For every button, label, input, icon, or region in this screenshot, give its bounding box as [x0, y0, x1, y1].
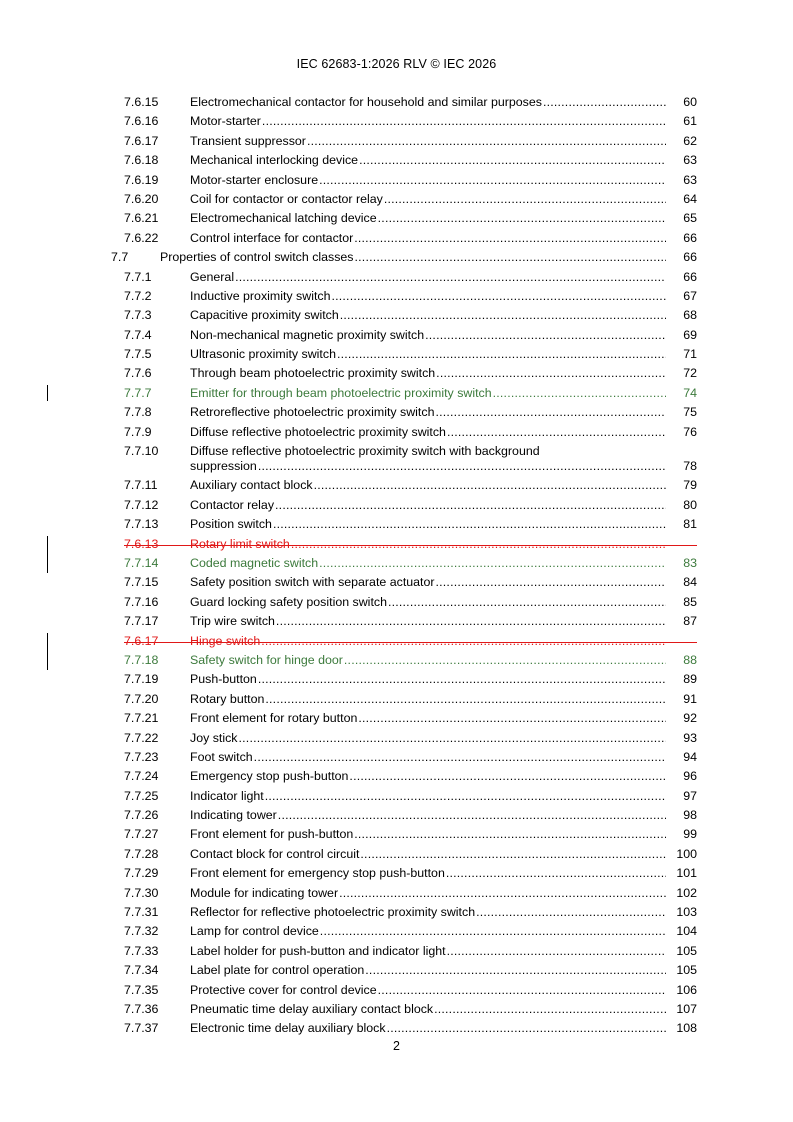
toc-entry-title-line — [190, 364, 667, 383]
toc-entry-title: suppression — [190, 459, 257, 474]
toc-entry[interactable] — [0, 209, 793, 228]
dot-leader — [354, 229, 666, 248]
toc-entry[interactable] — [0, 364, 793, 383]
toc-entry-page: 85 — [683, 594, 697, 609]
toc-entry[interactable] — [0, 787, 793, 806]
dot-leader — [349, 767, 666, 786]
toc-entry[interactable] — [0, 922, 793, 941]
toc-entry-title-line — [190, 457, 667, 476]
toc-entry-title-line — [190, 748, 667, 767]
toc-entry-page: 66 — [683, 230, 697, 245]
toc-entry-title: Rotary button — [190, 691, 265, 706]
toc-entry-title-line — [190, 287, 667, 306]
toc-entry-number: 7.7.4 — [124, 327, 152, 342]
table-of-contents — [0, 93, 793, 1039]
toc-entry[interactable] — [0, 806, 793, 825]
toc-entry-page: 91 — [683, 691, 697, 706]
toc-entry-title-line — [190, 593, 667, 612]
toc-entry-title: Foot switch — [190, 749, 253, 764]
toc-entry-page: 103 — [676, 905, 697, 920]
toc-entry[interactable] — [0, 345, 793, 364]
toc-entry-number: 7.6.21 — [124, 211, 159, 226]
toc-entry-title: Position switch — [190, 517, 272, 532]
toc-entry-page: 61 — [683, 114, 697, 129]
toc-entry-title-line — [190, 864, 667, 883]
dot-leader — [254, 748, 666, 767]
toc-entry-title-line — [190, 729, 667, 748]
toc-entry-title: Reflector for reflective photoelectric proximity switch — [190, 905, 476, 920]
toc-entry[interactable] — [0, 248, 793, 267]
toc-entry-number: 7.6.13 — [124, 536, 159, 551]
toc-entry-number: 7.7.30 — [124, 885, 159, 900]
dot-leader — [339, 884, 666, 903]
toc-entry-title-line — [190, 845, 667, 864]
toc-entry-title: Safety switch for hinge door — [190, 652, 343, 667]
dot-leader — [354, 825, 666, 844]
toc-entry-number: 7.7.21 — [124, 711, 159, 726]
dot-leader — [340, 306, 666, 325]
toc-entry-number: 7.7.32 — [124, 924, 159, 939]
toc-entry-number: 7.7.13 — [124, 517, 159, 532]
toc-entry-number: 7.7.1 — [124, 269, 152, 284]
dot-leader — [319, 554, 666, 573]
toc-entry-page: 63 — [683, 172, 697, 187]
toc-entry-title-line — [160, 248, 667, 267]
toc-entry-title: Electromechanical contactor for household and similar purposes — [190, 95, 542, 109]
toc-entry-title: Contact block for control circuit — [190, 846, 360, 861]
dot-leader — [239, 729, 666, 748]
toc-entry[interactable] — [0, 326, 793, 345]
toc-entry[interactable] — [0, 171, 793, 190]
toc-entry-title-line — [190, 403, 667, 422]
toc-entry-page: 88 — [683, 652, 697, 667]
toc-entry-page: 97 — [683, 788, 697, 803]
toc-entry-number: 7.7.8 — [124, 405, 152, 420]
toc-entry-page: 89 — [683, 672, 697, 687]
toc-entry[interactable] — [0, 476, 793, 495]
dot-leader — [543, 93, 666, 112]
toc-entry[interactable] — [0, 748, 793, 767]
toc-entry-number: 7.7.9 — [124, 424, 152, 439]
page-header: IEC 62683-1:2026 RLV © IEC 2026 — [296, 57, 497, 71]
toc-entry-inserted[interactable] — [0, 384, 793, 403]
toc-entry-title: Coded magnetic switch — [190, 555, 319, 570]
toc-entry-number: 7.7.24 — [124, 769, 159, 784]
toc-entry-title: Indicator light — [190, 788, 264, 803]
toc-entry-title: Front element for emergency stop push-button — [190, 866, 445, 881]
toc-entry[interactable] — [0, 112, 793, 131]
toc-entry-title-line — [190, 690, 667, 709]
toc-entry-title: Module for indicating tower — [190, 885, 339, 900]
toc-entry-title-line — [190, 632, 667, 651]
toc-entry-title: Retroreflective photoelectric proximity switch — [190, 405, 435, 420]
toc-entry[interactable] — [0, 690, 793, 709]
toc-entry-title: Electromechanical latching device — [190, 211, 377, 226]
toc-entry-title: Control interface for contactor — [190, 230, 354, 245]
toc-entry-title-line — [190, 229, 667, 248]
dot-leader — [446, 864, 666, 883]
toc-entry-number: 7.7.19 — [124, 672, 159, 687]
toc-entry-inserted[interactable] — [0, 651, 793, 670]
toc-entry[interactable] — [0, 190, 793, 209]
toc-entry-title-line — [190, 345, 667, 364]
toc-entry[interactable] — [0, 825, 793, 844]
toc-entry-number: 7.7.20 — [124, 691, 159, 706]
toc-entry-number: 7.6.18 — [124, 153, 159, 168]
toc-entry-title: Label holder for push-button and indicator light — [190, 943, 446, 958]
toc-entry-page: 65 — [683, 211, 697, 226]
toc-entry-title: General — [190, 269, 235, 284]
toc-entry-page: 71 — [683, 347, 697, 362]
toc-entry-title-line — [190, 922, 667, 941]
dot-leader — [436, 364, 666, 383]
toc-entry[interactable] — [0, 942, 793, 961]
toc-entry-title-line — [190, 1000, 667, 1019]
toc-entry-number: 7.6.16 — [124, 114, 159, 129]
toc-entry-page: 84 — [683, 575, 697, 590]
toc-entry[interactable] — [0, 767, 793, 786]
dot-leader — [358, 709, 666, 728]
toc-entry-title: Safety position switch with separate actuator — [190, 575, 435, 590]
toc-entry-number: 7.7.14 — [124, 555, 159, 570]
toc-entry-title: Electronic time delay auxiliary block — [190, 1021, 386, 1036]
dot-leader — [278, 806, 666, 825]
toc-entry-title: Diffuse reflective photoelectric proximity switch — [190, 424, 446, 439]
toc-entry-title: Lamp for control device — [190, 924, 319, 939]
toc-entry-number: 7.7.10 — [124, 444, 159, 459]
dot-leader — [261, 632, 666, 651]
toc-entry-number: 7.6.22 — [124, 230, 159, 245]
toc-entry-title-line — [190, 942, 667, 961]
toc-entry-number: 7.7.26 — [124, 808, 159, 823]
toc-entry-page: 79 — [683, 478, 697, 493]
toc-entry-page: 60 — [683, 95, 697, 109]
toc-entry-title-line — [190, 670, 667, 689]
toc-entry-title-line — [190, 961, 667, 980]
toc-entry-page: 74 — [683, 385, 697, 400]
dot-leader — [291, 535, 666, 554]
toc-entry-deleted[interactable] — [0, 535, 793, 554]
toc-entry-page: 104 — [676, 924, 697, 939]
page-number: 2 — [393, 1039, 400, 1053]
toc-entry-title: Guard locking safety position switch — [190, 594, 387, 609]
dot-leader — [476, 903, 666, 922]
toc-entry-page: 87 — [683, 614, 697, 629]
toc-entry[interactable] — [0, 884, 793, 903]
toc-entry[interactable] — [0, 1019, 793, 1038]
toc-entry-title-line — [190, 209, 667, 228]
dot-leader — [235, 268, 666, 287]
toc-entry[interactable] — [0, 403, 793, 422]
revision-change-bar — [47, 633, 48, 670]
dot-leader — [262, 112, 666, 131]
toc-entry-page: 72 — [683, 366, 697, 381]
toc-entry-page: 93 — [683, 730, 697, 745]
dot-leader — [447, 423, 666, 442]
toc-entry-title-line — [190, 423, 667, 442]
toc-entry-title: Rotary limit switch — [190, 536, 290, 551]
toc-entry[interactable] — [0, 961, 793, 980]
toc-entry[interactable] — [0, 729, 793, 748]
toc-entry-title-line — [190, 496, 667, 515]
toc-entry-title: Motor-starter enclosure — [190, 172, 319, 187]
toc-entry-title: Non-mechanical magnetic proximity switch — [190, 327, 425, 342]
toc-entry[interactable] — [0, 496, 793, 515]
toc-entry-title-line — [190, 651, 667, 670]
toc-entry-title: Front element for rotary button — [190, 711, 358, 726]
toc-entry-page: 99 — [683, 827, 697, 842]
toc-entry-number: 7.7.5 — [124, 347, 152, 362]
toc-entry-page: 81 — [683, 517, 697, 532]
toc-entry[interactable] — [0, 903, 793, 922]
toc-entry-title-line — [190, 787, 667, 806]
dot-leader — [258, 670, 666, 689]
toc-entry-title-line — [190, 767, 667, 786]
toc-entry-page: 92 — [683, 711, 697, 726]
toc-entry-page: 68 — [683, 308, 697, 323]
toc-entry-page: 96 — [683, 769, 697, 784]
dot-leader — [273, 515, 666, 534]
toc-entry-title: Joy stick — [190, 730, 238, 745]
toc-entry-number: 7.7.18 — [124, 652, 159, 667]
toc-entry[interactable] — [0, 593, 793, 612]
toc-entry-number: 7.7.29 — [124, 866, 159, 881]
toc-entry[interactable] — [0, 229, 793, 248]
toc-entry-number: 7.7.28 — [124, 846, 159, 861]
toc-entry[interactable] — [0, 573, 793, 592]
toc-entry-number: 7.6.19 — [124, 172, 159, 187]
toc-entry-page: 98 — [683, 808, 697, 823]
toc-entry-title: Capacitive proximity switch — [190, 308, 339, 323]
dot-leader — [434, 1000, 666, 1019]
toc-entry-title: Through beam photoelectric proximity switch — [190, 366, 436, 381]
toc-entry-number: 7.7.7 — [124, 385, 152, 400]
toc-entry-title-line — [190, 884, 667, 903]
toc-entry-title-line — [190, 306, 667, 325]
toc-entry-page: 105 — [676, 963, 697, 978]
toc-entry-number: 7.7.31 — [124, 905, 159, 920]
toc-entry-title: Properties of control switch classes — [160, 250, 354, 265]
toc-entry-page: 102 — [676, 885, 697, 900]
toc-entry-number: 7.7.27 — [124, 827, 159, 842]
toc-entry-number: 7.7.35 — [124, 982, 159, 997]
toc-entry-number: 7.7.16 — [124, 594, 159, 609]
dot-leader — [265, 787, 666, 806]
dot-leader — [319, 171, 666, 190]
toc-entry-number: 7.7.2 — [124, 288, 152, 303]
toc-entry-title-line — [190, 132, 667, 151]
toc-entry-page: 62 — [683, 133, 697, 148]
toc-entry-title: Mechanical interlocking device — [190, 153, 359, 168]
dot-leader — [307, 132, 666, 151]
dot-leader — [378, 209, 666, 228]
toc-entry-title-line — [190, 384, 667, 403]
toc-entry-title: Ultrasonic proximity switch — [190, 347, 336, 362]
toc-entry-title-line — [190, 535, 667, 554]
toc-entry-page: 108 — [676, 1021, 697, 1036]
toc-entry-deleted[interactable] — [0, 632, 793, 651]
dot-leader — [360, 845, 666, 864]
toc-entry-title: Emergency stop push-button — [190, 769, 349, 784]
toc-entry-title-line — [190, 190, 667, 209]
toc-entry-page: 66 — [683, 269, 697, 284]
toc-entry[interactable] — [0, 287, 793, 306]
toc-entry-page: 64 — [683, 191, 697, 206]
toc-entry-number: 7.7.17 — [124, 614, 159, 629]
toc-entry-number: 7.7.3 — [124, 308, 152, 323]
toc-entry-page: 80 — [683, 497, 697, 512]
toc-entry-page: 66 — [683, 250, 697, 265]
dot-leader — [384, 190, 666, 209]
toc-entry-number: 7.7.12 — [124, 497, 159, 512]
dot-leader — [331, 287, 666, 306]
toc-entry-title-line — [190, 612, 667, 631]
toc-entry-title: Pneumatic time delay auxiliary contact block — [190, 1001, 434, 1016]
toc-entry-page: 78 — [683, 459, 697, 474]
dot-leader — [378, 981, 666, 1000]
toc-entry[interactable] — [0, 268, 793, 287]
toc-entry-number: 7.7 — [111, 250, 129, 265]
toc-entry-number: 7.6.17 — [124, 133, 159, 148]
dot-leader — [355, 248, 666, 267]
toc-entry-number: 7.6.20 — [124, 191, 159, 206]
toc-entry-page: 63 — [683, 153, 697, 168]
toc-entry-page: 75 — [683, 405, 697, 420]
dot-leader — [388, 593, 666, 612]
toc-entry[interactable] — [0, 981, 793, 1000]
toc-entry-number: 7.7.33 — [124, 943, 159, 958]
toc-entry-page: 105 — [676, 943, 697, 958]
toc-entry-page: 67 — [683, 288, 697, 303]
toc-entry-page: 107 — [676, 1001, 697, 1016]
toc-entry-page: 100 — [676, 846, 697, 861]
toc-entry-title: Coil for contactor or contactor relay — [190, 191, 383, 206]
dot-leader — [314, 476, 666, 495]
dot-leader — [344, 651, 666, 670]
toc-entry-title: Motor-starter — [190, 114, 261, 129]
toc-entry-number: 7.6.17 — [124, 633, 159, 648]
toc-entry[interactable] — [0, 1000, 793, 1019]
toc-entry-page: 94 — [683, 749, 697, 764]
dot-leader — [447, 942, 666, 961]
toc-entry[interactable] — [0, 515, 793, 534]
dot-leader — [275, 496, 666, 515]
toc-entry-number: 7.7.37 — [124, 1021, 159, 1036]
toc-entry[interactable] — [0, 612, 793, 631]
toc-entry-title-line — [190, 171, 667, 190]
revision-change-bar — [47, 385, 48, 401]
dot-leader — [276, 612, 666, 631]
dot-leader — [436, 573, 667, 592]
toc-entry[interactable] — [0, 93, 793, 112]
toc-entry-number: 7.7.22 — [124, 730, 159, 745]
dot-leader — [425, 326, 666, 345]
toc-entry-title-line — [190, 903, 667, 922]
toc-entry-page: 106 — [676, 982, 697, 997]
toc-entry[interactable] — [0, 864, 793, 883]
toc-entry-title-line — [190, 825, 667, 844]
toc-entry-number: 7.7.6 — [124, 366, 152, 381]
toc-entry-title: Transient suppressor — [190, 133, 306, 148]
toc-entry-number: 7.7.25 — [124, 788, 159, 803]
toc-entry-title: Label plate for control operation — [190, 963, 365, 978]
toc-entry-title: Front element for push-button — [190, 827, 354, 842]
toc-entry-title: Contactor relay — [190, 497, 275, 512]
toc-entry-number: 7.7.15 — [124, 575, 159, 590]
toc-entry-title: Trip wire switch — [190, 614, 275, 629]
toc-entry[interactable] — [0, 442, 793, 476]
toc-entry[interactable] — [0, 670, 793, 689]
dot-leader — [359, 151, 666, 170]
toc-entry-title-line — [190, 112, 667, 131]
toc-entry-title-line — [190, 573, 667, 592]
toc-entry-title-line — [190, 268, 667, 287]
revision-change-bar — [47, 536, 48, 573]
toc-entry-title-line — [190, 476, 667, 495]
toc-entry[interactable] — [0, 132, 793, 151]
dot-leader — [320, 922, 666, 941]
toc-entry-title-line1: Diffuse reflective photoelectric proximity switch with background — [190, 444, 540, 459]
toc-entry-title: Emitter for through beam photoelectric proximity switch — [190, 385, 492, 400]
toc-entry-title: Push-button — [190, 672, 257, 687]
toc-entry-title-line — [190, 554, 667, 573]
toc-entry-title-line — [190, 709, 667, 728]
toc-entry[interactable] — [0, 306, 793, 325]
toc-entry[interactable] — [0, 423, 793, 442]
toc-entry[interactable] — [0, 845, 793, 864]
toc-entry-page: 69 — [683, 327, 697, 342]
dot-leader — [258, 457, 666, 476]
toc-entry-number: 7.7.11 — [124, 478, 158, 493]
toc-entry-title-line — [190, 806, 667, 825]
dot-leader — [365, 961, 666, 980]
dot-leader — [435, 403, 666, 422]
toc-entry-title: Hinge switch — [190, 633, 261, 648]
toc-entry-title-line — [190, 1019, 667, 1038]
toc-entry-number: 7.7.23 — [124, 749, 159, 764]
toc-entry-title: Protective cover for control device — [190, 982, 377, 997]
toc-entry-number: 7.6.15 — [124, 95, 159, 109]
toc-entry-page: 83 — [683, 555, 697, 570]
toc-entry-inserted[interactable] — [0, 554, 793, 573]
toc-entry-number: 7.7.36 — [124, 1001, 159, 1016]
dot-leader — [387, 1019, 666, 1038]
dot-leader — [265, 690, 666, 709]
dot-leader — [337, 345, 666, 364]
toc-entry-title: Inductive proximity switch — [190, 288, 331, 303]
toc-entry[interactable] — [0, 709, 793, 728]
dot-leader — [493, 384, 666, 403]
toc-entry-page: 101 — [676, 866, 697, 881]
toc-entry-title-line — [190, 326, 667, 345]
toc-entry-title-line — [190, 93, 667, 112]
toc-entry-title: Indicating tower — [190, 808, 277, 823]
toc-entry-title: Auxiliary contact block — [190, 478, 313, 493]
toc-entry-title-line — [190, 515, 667, 534]
toc-entry-page: 76 — [683, 424, 697, 439]
toc-entry-title-line — [190, 151, 667, 170]
toc-entry[interactable] — [0, 151, 793, 170]
toc-entry-title-line — [190, 981, 667, 1000]
toc-entry-number: 7.7.34 — [124, 963, 159, 978]
